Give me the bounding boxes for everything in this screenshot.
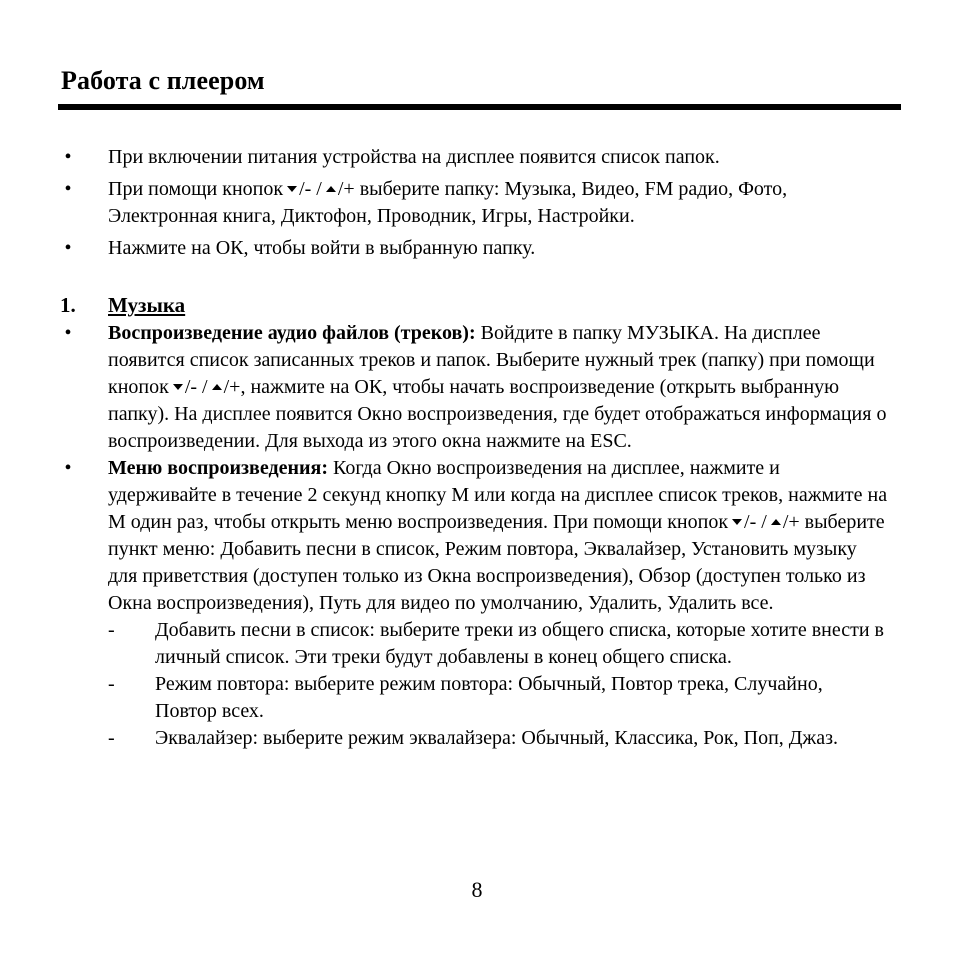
bullet-text-mid: /- / <box>299 178 322 200</box>
bullet-icon: • <box>64 237 72 259</box>
subitem-equalizer <box>108 725 888 752</box>
section-title: Музыка <box>108 293 186 317</box>
bullet-text-end: /+, нажмите на ОК, чтобы начать воспроизведение (открыть выбранную папку). На дисплее появится Окно воспроизведения, где будет отображаться информация о воспроизведении. Для выхода из этого окна нажмите на ESC. <box>108 376 887 452</box>
section-heading-music <box>60 291 185 319</box>
arrow-down-icon <box>732 519 742 525</box>
bullet-text-end: /+ выберите пункт меню: Добавить песни в список, Режим повтора, Эквалайзер, Установить музыку для приветствия (доступен только из Окна воспроизведения), Обзор (доступен только из Окна воспроизведения), Путь для видео по умолчанию, Удалить, Удалить все. <box>108 511 885 614</box>
subitem-repeat-mode <box>108 671 888 725</box>
music-bullet-playback <box>0 320 888 455</box>
bullet-text-start: Войдите в папку МУЗЫКА. На дисплее появится список записанных треков и папок. Выберите нужный трек (папку) при помощи кнопок <box>108 322 875 398</box>
bullet-text-end: /+ выберите папку: Музыка, Видео, FM радио, Фото, Электронная книга, Диктофон, Проводник, Игры, Настройки. <box>108 178 788 227</box>
arrow-up-icon <box>771 519 781 525</box>
music-bullet-list <box>0 320 954 752</box>
bullet-text: При включении питания устройства на дисплее появится список папок. <box>108 146 720 168</box>
intro-bullet-list <box>0 144 954 262</box>
arrow-up-icon <box>212 384 222 390</box>
bullet-text: Нажмите на ОК, чтобы войти в выбранную папку. <box>108 237 536 259</box>
bullet-text-start: При помощи кнопок <box>108 178 284 200</box>
dash-icon: - <box>108 673 115 695</box>
page-number: 8 <box>471 877 483 902</box>
menu-subitem-list <box>108 617 888 752</box>
page-title: Работа с плеером <box>61 66 265 95</box>
music-bullet-menu <box>0 455 888 752</box>
arrow-up-icon <box>326 186 336 192</box>
subitem-text: Режим повтора: выберите режим повтора: Обычный, Повтор трека, Случайно, Повтор всех. <box>155 673 823 722</box>
bullet-icon: • <box>64 457 72 479</box>
section-number: 1. <box>60 293 76 317</box>
arrow-down-icon <box>287 186 297 192</box>
intro-bullet-select-folder <box>0 176 888 230</box>
bullet-icon: • <box>64 322 72 344</box>
dash-icon: - <box>108 727 115 749</box>
title-divider <box>58 104 901 110</box>
intro-bullet-press-ok <box>0 235 888 262</box>
subitem-add-songs <box>108 617 888 671</box>
subitem-text: Добавить песни в список: выберите треки из общего списка, которые хотите внести в личный список. Эти треки будут добавлены в конец общего списка. <box>155 619 884 668</box>
bullet-text-start: Когда Окно воспроизведения на дисплее, нажмите и удерживайте в течение 2 секунд кнопку М или когда на дисплее список треков, нажмите на М один раз, чтобы открыть меню воспроизведения. При помощи кнопок <box>108 457 888 533</box>
bullet-label: Меню воспроизведения: <box>108 457 328 479</box>
subitem-text: Эквалайзер: выберите режим эквалайзера: Обычный, Классика, Рок, Поп, Джаз. <box>155 727 839 749</box>
bullet-label: Воспроизведение аудио файлов (треков): <box>108 322 476 344</box>
intro-bullet-power-on <box>0 144 888 171</box>
bullet-icon: • <box>64 178 72 200</box>
bullet-icon: • <box>64 146 72 168</box>
dash-icon: - <box>108 619 115 641</box>
bullet-text-mid: /- / <box>184 376 208 398</box>
arrow-down-icon <box>173 384 183 390</box>
bullet-text-mid: /- / <box>744 511 767 533</box>
